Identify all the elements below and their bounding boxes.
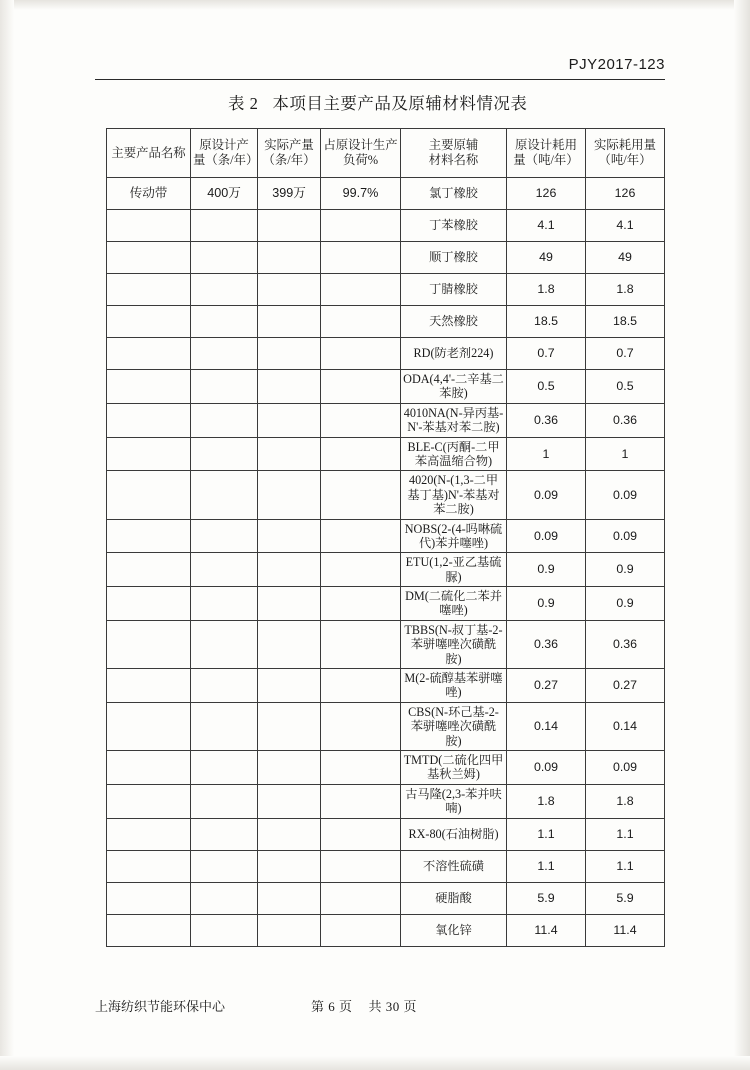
cell-load-percent — [321, 471, 401, 519]
cell-actual-consumption: 5.9 — [586, 882, 665, 914]
cell-load-percent — [321, 306, 401, 338]
main-data-table — [106, 128, 665, 947]
cell-actual-consumption: 1 — [586, 437, 665, 471]
cell-design-output — [191, 784, 258, 818]
cell-design-output — [191, 242, 258, 274]
cell-design-consumption: 5.9 — [507, 882, 586, 914]
cell-load-percent — [321, 669, 401, 703]
cell-actual-output — [258, 750, 321, 784]
cell-design-consumption: 0.14 — [507, 702, 586, 750]
table-row — [107, 370, 665, 404]
cell-material-name: 古马隆(2,3-苯并呋喃) — [401, 784, 507, 818]
cell-actual-consumption: 18.5 — [586, 306, 665, 338]
cell-material-name: 氧化锌 — [401, 914, 507, 946]
col-header-design-consumption: 原设计耗用 量（吨/年） — [507, 129, 586, 178]
cell-design-consumption: 0.36 — [507, 620, 586, 668]
cell-load-percent — [321, 750, 401, 784]
cell-actual-output — [258, 403, 321, 437]
table-row — [107, 750, 665, 784]
cell-design-output — [191, 519, 258, 553]
cell-load-percent — [321, 519, 401, 553]
table-row — [107, 242, 665, 274]
cell-design-consumption: 0.9 — [507, 553, 586, 587]
cell-actual-consumption: 0.09 — [586, 471, 665, 519]
cell-product — [107, 519, 191, 553]
table-row — [107, 818, 665, 850]
table-row — [107, 620, 665, 668]
cell-actual-output — [258, 553, 321, 587]
scan-edge-left — [0, 0, 14, 1070]
cell-material-name: 硬脂酸 — [401, 882, 507, 914]
cell-product — [107, 306, 191, 338]
cell-material-name: 4020(N-(1,3-二甲基丁基)N'-苯基对苯二胺) — [401, 471, 507, 519]
col-header-design-output: 原设计产 量（条/年） — [191, 129, 258, 178]
cell-product — [107, 620, 191, 668]
cell-design-output — [191, 669, 258, 703]
cell-actual-consumption: 4.1 — [586, 210, 665, 242]
cell-load-percent — [321, 914, 401, 946]
table-row — [107, 306, 665, 338]
col-header-actual-consumption: 实际耗用量 （吨/年） — [586, 129, 665, 178]
cell-design-consumption: 18.5 — [507, 306, 586, 338]
cell-actual-output — [258, 784, 321, 818]
cell-actual-output — [258, 210, 321, 242]
cell-actual-output — [258, 669, 321, 703]
table-row — [107, 210, 665, 242]
cell-product — [107, 784, 191, 818]
col-header-product: 主要产品名称 — [107, 129, 191, 178]
cell-actual-output — [258, 274, 321, 306]
table-row — [107, 882, 665, 914]
cell-design-consumption: 0.7 — [507, 338, 586, 370]
cell-actual-output — [258, 882, 321, 914]
cell-actual-consumption: 0.9 — [586, 587, 665, 621]
cell-load-percent — [321, 210, 401, 242]
cell-product — [107, 914, 191, 946]
cell-actual-output — [258, 818, 321, 850]
cell-material-name: 不溶性硫磺 — [401, 850, 507, 882]
cell-product — [107, 210, 191, 242]
cell-product — [107, 274, 191, 306]
cell-actual-consumption: 1.1 — [586, 850, 665, 882]
cell-material-name: 天然橡胶 — [401, 306, 507, 338]
cell-actual-output — [258, 850, 321, 882]
cell-design-consumption: 49 — [507, 242, 586, 274]
cell-load-percent — [321, 702, 401, 750]
cell-design-output — [191, 818, 258, 850]
cell-load-percent — [321, 850, 401, 882]
cell-material-name: 丁腈橡胶 — [401, 274, 507, 306]
cell-design-consumption: 0.9 — [507, 587, 586, 621]
cell-load-percent — [321, 242, 401, 274]
cell-design-output — [191, 437, 258, 471]
cell-product — [107, 242, 191, 274]
cell-material-name: BLE-C(丙酮-二甲苯高温缩合物) — [401, 437, 507, 471]
cell-design-consumption: 0.27 — [507, 669, 586, 703]
cell-design-output — [191, 471, 258, 519]
header-divider — [95, 79, 665, 80]
table-row — [107, 669, 665, 703]
table-row — [107, 519, 665, 553]
cell-design-consumption: 0.09 — [507, 519, 586, 553]
table-row — [107, 850, 665, 882]
table-row — [107, 437, 665, 471]
table-row — [107, 178, 665, 210]
cell-design-consumption: 11.4 — [507, 914, 586, 946]
cell-product — [107, 403, 191, 437]
cell-design-consumption: 0.09 — [507, 471, 586, 519]
cell-design-output — [191, 750, 258, 784]
col-header-material-name: 主要原辅 材料名称 — [401, 129, 507, 178]
cell-design-consumption: 4.1 — [507, 210, 586, 242]
cell-actual-output — [258, 702, 321, 750]
cell-actual-consumption: 0.5 — [586, 370, 665, 404]
cell-design-output — [191, 620, 258, 668]
scan-edge-top — [0, 0, 750, 10]
cell-actual-output — [258, 437, 321, 471]
cell-design-consumption: 0.09 — [507, 750, 586, 784]
footer-page-number: 第 6 页 — [311, 999, 353, 1014]
cell-actual-output: 399万 — [258, 178, 321, 210]
col-header-load-percent: 占原设计生产 负荷% — [321, 129, 401, 178]
cell-actual-output — [258, 519, 321, 553]
cell-product: 传动带 — [107, 178, 191, 210]
cell-actual-consumption: 1.8 — [586, 784, 665, 818]
cell-design-output — [191, 370, 258, 404]
cell-product — [107, 553, 191, 587]
cell-design-consumption: 1 — [507, 437, 586, 471]
cell-product — [107, 669, 191, 703]
cell-load-percent — [321, 437, 401, 471]
cell-design-consumption: 1.1 — [507, 818, 586, 850]
cell-actual-consumption: 0.09 — [586, 519, 665, 553]
table-row — [107, 914, 665, 946]
cell-load-percent — [321, 274, 401, 306]
col-header-actual-output: 实际产量 （条/年） — [258, 129, 321, 178]
cell-design-output — [191, 306, 258, 338]
table-header-row — [107, 129, 665, 178]
table-row — [107, 403, 665, 437]
cell-load-percent: 99.7% — [321, 178, 401, 210]
cell-material-name: TMTD(二硫化四甲基秋兰姆) — [401, 750, 507, 784]
cell-material-name: ETU(1,2-亚乙基硫脲) — [401, 553, 507, 587]
cell-load-percent — [321, 882, 401, 914]
cell-actual-output — [258, 587, 321, 621]
cell-design-consumption: 126 — [507, 178, 586, 210]
cell-actual-consumption: 0.36 — [586, 403, 665, 437]
cell-actual-consumption: 1.8 — [586, 274, 665, 306]
table-row — [107, 274, 665, 306]
cell-load-percent — [321, 587, 401, 621]
cell-load-percent — [321, 784, 401, 818]
table-body — [107, 178, 665, 947]
cell-design-consumption: 0.5 — [507, 370, 586, 404]
cell-material-name: 丁苯橡胶 — [401, 210, 507, 242]
cell-actual-output — [258, 914, 321, 946]
scan-edge-right — [734, 0, 750, 1070]
cell-design-consumption: 0.36 — [507, 403, 586, 437]
document-code: PJY2017-123 — [568, 56, 665, 73]
cell-actual-consumption: 0.9 — [586, 553, 665, 587]
cell-material-name: TBBS(N-叔丁基-2-苯骈噻唑次磺酰胺) — [401, 620, 507, 668]
cell-design-consumption: 1.8 — [507, 784, 586, 818]
cell-actual-consumption: 1.1 — [586, 818, 665, 850]
cell-load-percent — [321, 553, 401, 587]
cell-actual-output — [258, 620, 321, 668]
cell-material-name: M(2-硫醇基苯骈噻唑) — [401, 669, 507, 703]
table-caption — [228, 90, 527, 114]
cell-actual-consumption: 49 — [586, 242, 665, 274]
cell-actual-consumption: 0.27 — [586, 669, 665, 703]
cell-product — [107, 471, 191, 519]
scan-edge-bottom — [0, 1056, 750, 1070]
cell-material-name: NOBS(2-(4-吗啉硫代)苯并噻唑) — [401, 519, 507, 553]
cell-material-name: RD(防老剂224) — [401, 338, 507, 370]
cell-load-percent — [321, 403, 401, 437]
table-row — [107, 338, 665, 370]
cell-design-consumption: 1.1 — [507, 850, 586, 882]
cell-load-percent — [321, 370, 401, 404]
cell-material-name: 氯丁橡胶 — [401, 178, 507, 210]
cell-actual-output — [258, 370, 321, 404]
cell-design-output — [191, 914, 258, 946]
cell-actual-output — [258, 242, 321, 274]
cell-product — [107, 702, 191, 750]
table-row — [107, 553, 665, 587]
cell-design-output — [191, 882, 258, 914]
cell-actual-consumption: 0.36 — [586, 620, 665, 668]
cell-design-output — [191, 553, 258, 587]
table-row — [107, 587, 665, 621]
cell-design-output — [191, 403, 258, 437]
cell-actual-output — [258, 306, 321, 338]
cell-load-percent — [321, 338, 401, 370]
footer-organization: 上海纺织节能环保中心 — [95, 999, 226, 1014]
cell-actual-consumption: 11.4 — [586, 914, 665, 946]
cell-load-percent — [321, 818, 401, 850]
cell-actual-consumption: 126 — [586, 178, 665, 210]
cell-design-output — [191, 210, 258, 242]
cell-product — [107, 882, 191, 914]
cell-design-output — [191, 702, 258, 750]
cell-material-name: 4010NA(N-异丙基-N'-苯基对苯二胺) — [401, 403, 507, 437]
cell-material-name: DM(二硫化二苯并噻唑) — [401, 587, 507, 621]
cell-design-output — [191, 338, 258, 370]
cell-actual-consumption: 0.09 — [586, 750, 665, 784]
cell-product — [107, 370, 191, 404]
footer-pagination — [311, 996, 417, 1015]
cell-design-consumption: 1.8 — [507, 274, 586, 306]
table-row — [107, 471, 665, 519]
cell-product — [107, 437, 191, 471]
cell-product — [107, 818, 191, 850]
cell-actual-consumption: 0.14 — [586, 702, 665, 750]
cell-actual-output — [258, 338, 321, 370]
cell-design-output — [191, 587, 258, 621]
table-row — [107, 702, 665, 750]
table-caption-number: 表 2 — [228, 94, 259, 113]
cell-design-output — [191, 274, 258, 306]
footer-page-total: 共 30 页 — [368, 999, 418, 1014]
cell-actual-output — [258, 471, 321, 519]
cell-design-output: 400万 — [191, 178, 258, 210]
cell-load-percent — [321, 620, 401, 668]
cell-product — [107, 338, 191, 370]
cell-product — [107, 750, 191, 784]
table-caption-text: 本项目主要产品及原辅材料情况表 — [272, 94, 528, 113]
cell-product — [107, 850, 191, 882]
cell-product — [107, 587, 191, 621]
cell-design-output — [191, 850, 258, 882]
cell-material-name: RX-80(石油树脂) — [401, 818, 507, 850]
table-row — [107, 784, 665, 818]
cell-material-name: ODA(4,4'-二辛基二苯胺) — [401, 370, 507, 404]
cell-material-name: CBS(N-环己基-2-苯骈噻唑次磺酰胺) — [401, 702, 507, 750]
cell-actual-consumption: 0.7 — [586, 338, 665, 370]
cell-material-name: 顺丁橡胶 — [401, 242, 507, 274]
